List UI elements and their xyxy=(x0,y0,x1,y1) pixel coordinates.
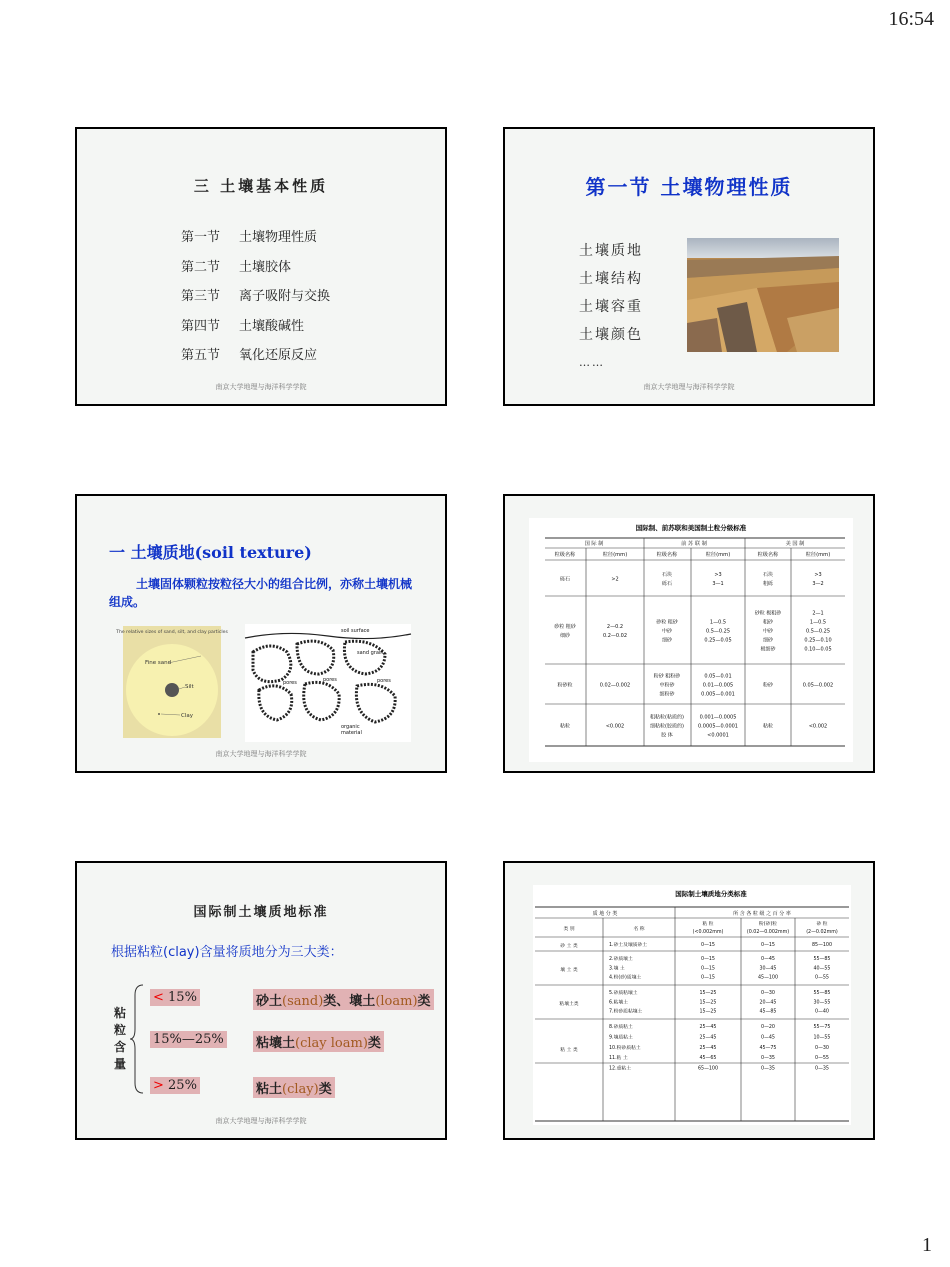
class-tag: 粘壤土(clay loam)类 xyxy=(253,1031,384,1052)
header-cell: 粘 粒 xyxy=(702,922,714,927)
range-tag: < 15% xyxy=(150,989,200,1006)
category-cell: 壤 土 类 xyxy=(560,968,578,973)
table-cell: 0—30 xyxy=(815,1045,829,1051)
label-organic: organic xyxy=(341,724,360,730)
table-cell: >3 xyxy=(814,572,822,578)
brace-icon xyxy=(129,981,145,1097)
table-cell: >3 xyxy=(714,572,722,578)
table-cell: 砂粒 粗砂 xyxy=(554,624,576,630)
table-cell: 1—0.5 xyxy=(809,619,827,626)
table-cell: 15—25 xyxy=(699,991,717,996)
header-cell: 前 苏 联 制 xyxy=(681,541,707,547)
table-cell: 0.2—0.02 xyxy=(602,633,628,639)
table-cell: 砂粒 粗砂 xyxy=(656,619,678,626)
table-cell: 1—0.5 xyxy=(709,619,727,626)
table-cell: 7.粉砂质粘壤土 xyxy=(609,1009,643,1015)
table-cell: 25—45 xyxy=(699,1045,717,1051)
table-cell: 0—45 xyxy=(761,957,775,962)
table-image xyxy=(533,885,851,1125)
particle-size-diagram xyxy=(116,626,228,738)
table-cell: 粗砾 xyxy=(762,581,774,587)
table-cell: 30—55 xyxy=(813,1000,831,1006)
table-cell: 0.5—0.25 xyxy=(705,628,731,635)
table-cell: 细砂 xyxy=(559,633,571,639)
table-cell: 粉砂 粗粉砂 xyxy=(653,673,681,680)
table-cell: 30—45 xyxy=(759,966,777,972)
label-soil-surface: soil surface xyxy=(341,628,370,634)
range-tag: > 25% xyxy=(150,1077,200,1094)
table-cell: 0—35 xyxy=(815,1066,829,1072)
label-pores: pores xyxy=(377,678,391,684)
soil-pore-diagram xyxy=(245,624,411,742)
range-tag: 15%—25% xyxy=(150,1031,227,1048)
list-item: 土壤结构 xyxy=(579,271,643,287)
label-fine-sand: Fine sand xyxy=(145,660,172,666)
table-cell: <0.002 xyxy=(605,723,625,730)
slide-5-texture-standard xyxy=(75,861,447,1140)
table-cell: 0—40 xyxy=(815,1009,829,1015)
table-cell: 10.粉砂质粘土 xyxy=(609,1045,641,1051)
toc-item: 第三节 离子吸附与交换 xyxy=(181,289,331,304)
table-cell: 0—55 xyxy=(815,1056,829,1062)
list-item: 土壤质地 xyxy=(579,243,643,259)
table-cell: 细粘粒(胶质的) xyxy=(650,723,684,730)
header-cell: 类 别 xyxy=(563,927,575,932)
label-material: material xyxy=(341,730,362,736)
toc-item: 第五节 氧化还原反应 xyxy=(181,348,318,363)
page-number: 1 xyxy=(922,1234,932,1256)
table-cell: 0—15 xyxy=(701,957,715,962)
table-cell: 5.砂质粘壤土 xyxy=(609,991,638,996)
clock-time: 16:54 xyxy=(888,8,934,30)
header-cell: 质 地 分 类 xyxy=(592,911,618,917)
table-cell: 25—45 xyxy=(699,1025,717,1030)
table-cell: 粉砂 xyxy=(762,682,774,689)
slide-title: 第一节 土壤物理性质 xyxy=(585,175,793,199)
toc-item: 第一节 土壤物理性质 xyxy=(181,230,318,245)
property-list xyxy=(579,237,643,377)
table-cell: 45—100 xyxy=(757,975,779,981)
table-cell: 中砂 xyxy=(661,628,673,635)
vertical-label: 粘 粒 含 量 xyxy=(113,1006,126,1071)
category-cell: 粘壤土类 xyxy=(559,1002,579,1007)
table-cell: 45—85 xyxy=(759,1009,777,1015)
slide-3-soil-texture xyxy=(75,494,447,773)
header-cell: 名 称 xyxy=(633,927,645,932)
header-cell: 国 际 制 xyxy=(584,541,604,547)
table-cell: 0.05—0.002 xyxy=(802,682,834,689)
table-cell: 砾石 xyxy=(661,581,673,587)
list-item: 土壤颜色 xyxy=(579,327,643,343)
table-cell: 4.粉(砂)质壤土 xyxy=(609,975,642,981)
slide-title: 三 土壤基本性质 xyxy=(193,177,329,195)
table-cell: 胶 体 xyxy=(661,732,673,739)
table-cell: 11.粘 土 xyxy=(609,1056,628,1062)
table-cell: 石块 xyxy=(661,572,673,578)
table-cell: 0—30 xyxy=(761,991,775,996)
table-cell: 3.壤 土 xyxy=(609,966,625,972)
table-cell: 0.0005—0.0001 xyxy=(698,723,738,730)
table-cell: 粗砂 xyxy=(762,619,774,626)
table-cell: 0—15 xyxy=(761,943,775,948)
header-cell: 粒径(mm) xyxy=(705,552,731,558)
table-cell: 粘粒 xyxy=(559,723,571,730)
header-cell: 所 含 各 粒 级 之 百 分 率 xyxy=(733,911,791,917)
table-cell: 2—0.2 xyxy=(606,624,624,630)
table-cell: 砾石 xyxy=(559,576,571,583)
label-clay: Clay xyxy=(181,713,193,719)
toc-item: 第二节 土壤胶体 xyxy=(181,259,292,275)
table-cell: 0—45 xyxy=(761,1035,775,1041)
table-cell: 中粉砂 xyxy=(659,682,675,689)
list-item: 土壤容重 xyxy=(579,299,643,315)
table-cell: 粗粘粒(粘质的) xyxy=(650,714,684,721)
header-cell: 粒级名称 xyxy=(757,552,779,558)
table-image xyxy=(529,518,853,762)
table-cell: 极细砂 xyxy=(760,646,776,653)
table-cell: 0.5—0.25 xyxy=(805,628,831,635)
table-cell: 9.壤质粘土 xyxy=(609,1035,633,1041)
header-cell: 粒级名称 xyxy=(656,552,678,558)
table-cell: 3—1 xyxy=(712,581,724,587)
table-cell: 12.重粘土 xyxy=(609,1066,632,1072)
header-cell: 粒级名称 xyxy=(554,552,576,558)
table-cell: 15—25 xyxy=(699,1009,717,1015)
table-cell: 0.005—0.001 xyxy=(701,691,735,698)
table-cell: 0.01—0.005 xyxy=(702,682,734,689)
table-cell: 65—100 xyxy=(697,1066,719,1072)
table-cell: 6.粘壤土 xyxy=(609,1000,628,1006)
table-cell: 40—55 xyxy=(813,966,831,972)
class-tag: 粘土(clay)类 xyxy=(253,1077,335,1098)
table-cell: 中砂 xyxy=(762,628,774,635)
header-cell: (2—0.02mm) xyxy=(806,930,838,935)
table-cell: 0—15 xyxy=(701,943,715,948)
diagram-caption: The relative sizes of sand, silt, and clay particles xyxy=(116,630,228,635)
table-cell: 0—35 xyxy=(761,1056,775,1062)
table-cell: 0—35 xyxy=(761,1066,775,1072)
table-cell: 55—85 xyxy=(813,957,831,962)
table-cell: 0.02—0.002 xyxy=(599,682,631,689)
list-item: …… xyxy=(579,356,605,369)
header-cell: 粒径(mm) xyxy=(602,552,628,558)
label-pores: pores xyxy=(283,680,297,686)
toc-list xyxy=(181,223,330,371)
intro-text: 根据粘粒(clay)含量将质地分为三大类： xyxy=(111,945,343,960)
category-cell: 粘 土 类 xyxy=(560,1048,578,1053)
slide-6-texture-classification-table xyxy=(503,861,875,1140)
table-cell: 25—45 xyxy=(699,1035,717,1041)
table-cell: 0.001—0.0005 xyxy=(699,714,737,721)
table-cell: 10—55 xyxy=(813,1035,831,1041)
farmland-photo xyxy=(687,238,839,352)
table-cell: 粉砂粒 xyxy=(557,682,573,689)
table-cell: 0.05—0.01 xyxy=(704,673,732,680)
table-title: 国际制土壤质地分类标准 xyxy=(675,890,747,898)
table-cell: 砂粒 极粗砂 xyxy=(754,610,782,617)
class-tag: 砂土(sand)类、壤土(loam)类 xyxy=(253,989,434,1010)
label-pores: pores xyxy=(323,677,337,683)
header-cell: (0.02—0.002mm) xyxy=(746,930,790,935)
table-cell: 细粉砂 xyxy=(659,691,675,698)
category-cell: 砂 土 类 xyxy=(560,944,578,949)
slide-footer: 南京大学地理与海洋科学学院 xyxy=(643,383,735,391)
table-cell: 15—25 xyxy=(699,1000,717,1006)
label-sand-grain: sand grain xyxy=(357,650,384,656)
table-cell: 20—45 xyxy=(759,1000,777,1006)
slide-2-physical-properties xyxy=(503,127,875,406)
slide-4-particle-standard-table xyxy=(503,494,875,773)
definition-text: 土壤固体颗粒按粒径大小的组合比例，亦称土壤机械组成。 xyxy=(109,577,413,609)
table-cell: 3—2 xyxy=(812,581,824,587)
table-cell: 0—20 xyxy=(761,1025,775,1030)
table-cell: 55—75 xyxy=(813,1025,831,1030)
slide-1-contents xyxy=(75,127,447,406)
table-cell: 0.10—0.05 xyxy=(804,646,832,653)
table-cell: 0—55 xyxy=(815,975,829,981)
header-cell: 粉(砂)粒 xyxy=(758,922,778,927)
table-cell: 0.25—0.10 xyxy=(804,637,832,644)
table-cell: 55—85 xyxy=(813,991,831,996)
slide-footer: 南京大学地理与海洋科学学院 xyxy=(215,1117,307,1125)
table-cell: 粘粒 xyxy=(762,723,774,730)
table-cell: 8.砂质粘土 xyxy=(609,1025,633,1030)
table-cell: 石块 xyxy=(762,572,774,578)
table-cell: >2 xyxy=(611,576,619,583)
table-cell: 85—100 xyxy=(811,943,833,948)
table-cell: 细砂 xyxy=(762,637,774,644)
table-title: 国际制、前苏联和美国制土粒分级标准 xyxy=(635,524,747,532)
table-cell: <0.002 xyxy=(808,723,828,730)
slide-footer: 南京大学地理与海洋科学学院 xyxy=(215,383,307,391)
header-cell: 粒径(mm) xyxy=(805,552,831,558)
header-cell: 美 国 制 xyxy=(785,541,805,547)
header-cell: 砂 粒 xyxy=(816,922,828,927)
table-cell: 细砂 xyxy=(661,637,673,644)
slide-title: 一 土壤质地(soil texture) xyxy=(109,543,312,562)
table-cell: <0.0001 xyxy=(707,732,729,739)
header-cell: (<0.002mm) xyxy=(692,930,724,935)
label-silt: Silt xyxy=(185,684,194,690)
table-cell: 45—75 xyxy=(759,1045,777,1051)
slide-footer: 南京大学地理与海洋科学学院 xyxy=(215,750,307,758)
table-cell: 45—65 xyxy=(699,1056,717,1062)
table-cell: 0—15 xyxy=(701,975,715,981)
table-cell: 0.25—0.05 xyxy=(704,637,732,644)
slide-title: 国际制土壤质地标准 xyxy=(193,905,329,920)
table-cell: 0—15 xyxy=(701,966,715,972)
toc-item: 第四节 土壤酸碱性 xyxy=(181,318,305,334)
table-cell: 1.砂土及壤质砂土 xyxy=(609,943,648,948)
table-cell: 2.砂质壤土 xyxy=(609,957,633,962)
table-cell: 2—1 xyxy=(812,610,824,617)
